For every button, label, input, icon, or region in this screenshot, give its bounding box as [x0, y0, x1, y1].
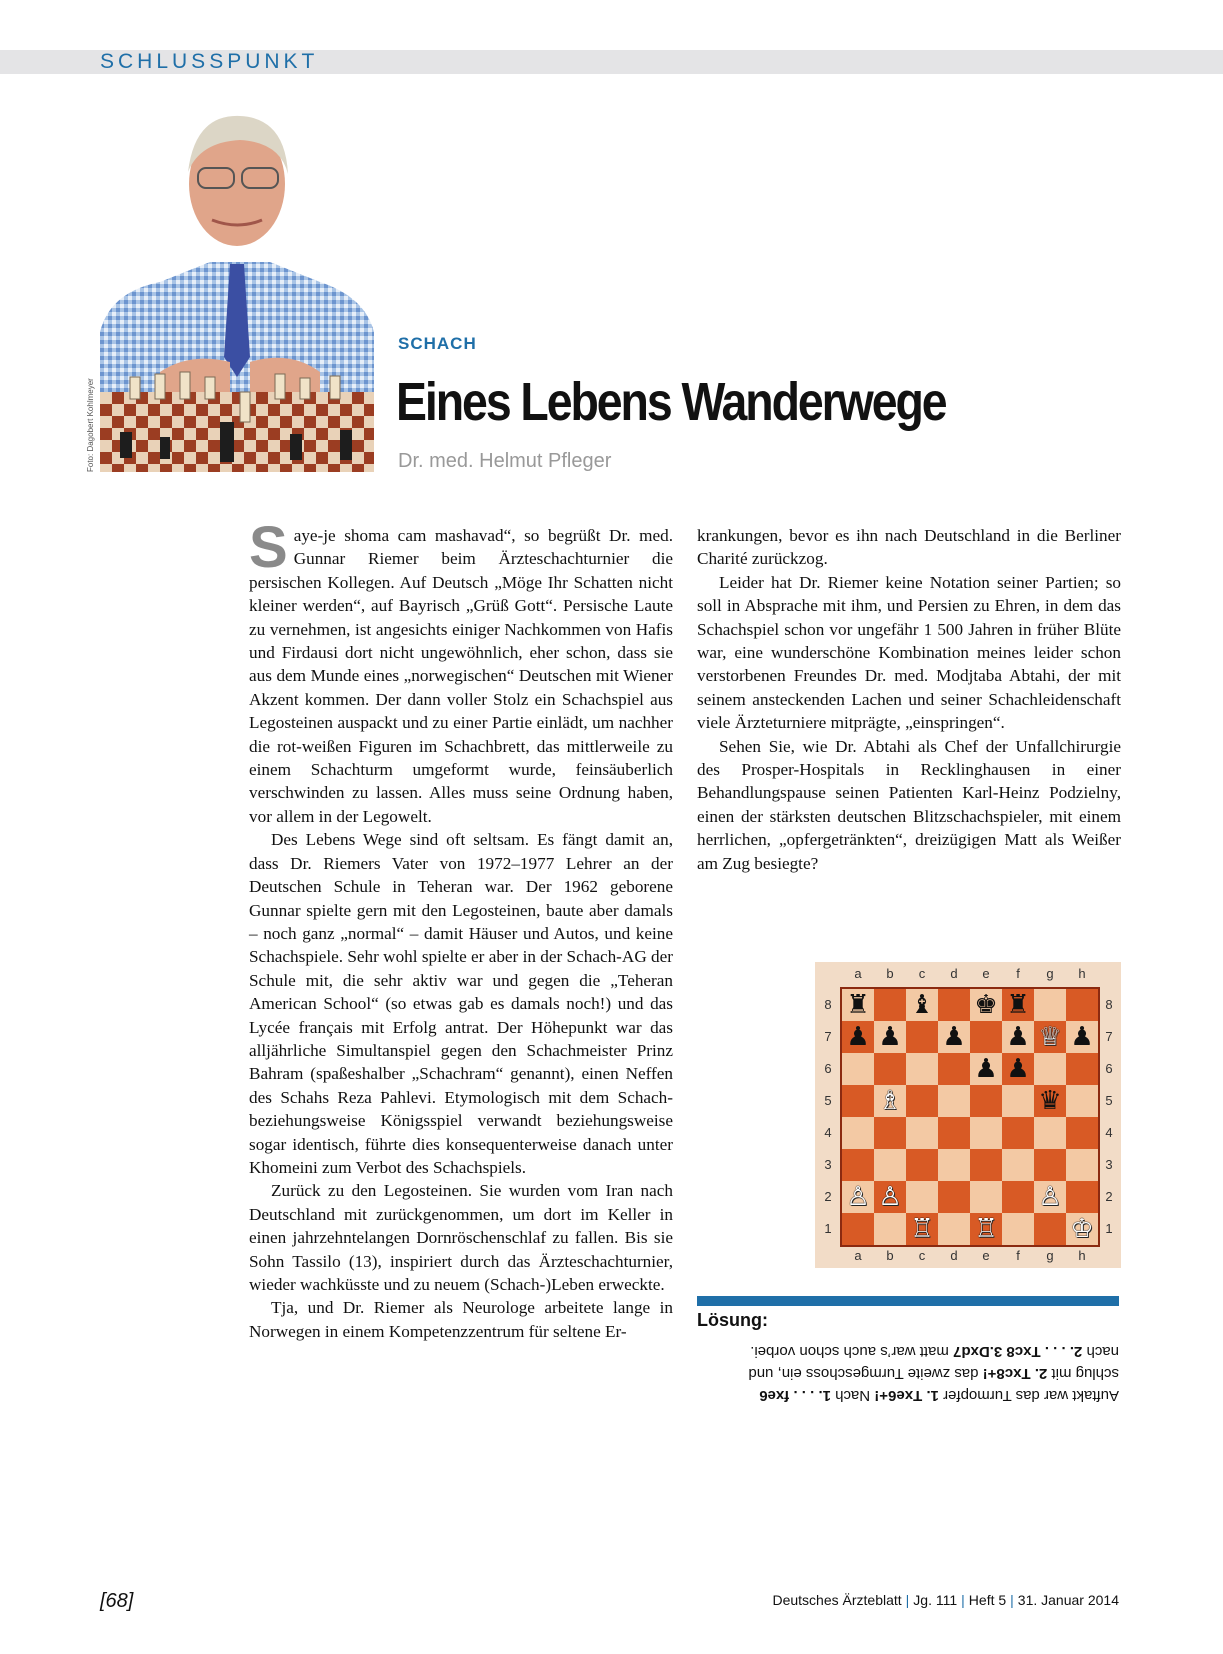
square-d2	[938, 1181, 970, 1213]
square-g2	[1034, 1181, 1066, 1213]
square-g4	[1034, 1117, 1066, 1149]
chessboard	[840, 987, 1100, 1247]
square-b2	[874, 1181, 906, 1213]
journal-name: Deutsches Ärzteblatt	[772, 1592, 902, 1608]
solution-title: Lösung:	[697, 1310, 768, 1330]
square-e2	[970, 1181, 1002, 1213]
square-a2	[842, 1181, 874, 1213]
solution-bar	[697, 1296, 1119, 1306]
paragraph: Des Lebens Wege sind oft seltsam. Es fängt damit an, dass Dr. Riemers Vater von 1972–1977 Lehrer an der Deutschen Schule in Teheran war. Der 1962 geborene Gunnar spielte gern mit den Legosteinen, baute aber damals – noch ganz „normal“ – damit Häuser und Autos, und keine Schachspiele. Sehr wohl spielte er aber in der Schach-AG der Schule mit, die sehr aktiv war und gegen die „Teheran American School“ (so etwas gab es damals noch!) und das Lycée français mit Erfolg antrat. Der Höhepunkt war das alljährliche Simultanspiel gegen den Schachmeister Prinz Bahram (spaßeshalber „Schachram“ genannt), einen Neffen des Schahs Reza Pahlevi. Etymologisch mit dem Schach- beziehungsweise Königsspiel verwandt beziehungsweise sogar identisch, führte dies konsequenterweise danach unter Khomeini zum Verbot des Schachspiels.	[249, 830, 673, 1177]
rank-label: 6	[1105, 1061, 1113, 1076]
square-h1	[1066, 1213, 1098, 1245]
file-label: f	[1016, 966, 1020, 981]
rank-label: 7	[824, 1029, 832, 1044]
square-g8	[1034, 989, 1066, 1021]
rank-label: 3	[1105, 1157, 1113, 1172]
author: Dr. med. Helmut Pfleger	[398, 450, 612, 472]
square-f6	[1002, 1053, 1034, 1085]
chess-piece: ♟	[1070, 1022, 1094, 1052]
square-c8	[906, 989, 938, 1021]
square-c4	[906, 1117, 938, 1149]
rank-label: 5	[824, 1093, 832, 1108]
square-a3	[842, 1149, 874, 1181]
square-c5	[906, 1085, 938, 1117]
square-a7	[842, 1021, 874, 1053]
rank-label: 1	[824, 1221, 832, 1236]
rank-label: 2	[824, 1189, 832, 1204]
square-a6	[842, 1053, 874, 1085]
article-column-1	[249, 515, 673, 1343]
square-b7	[874, 1021, 906, 1053]
square-h8	[1066, 989, 1098, 1021]
rank-label: 4	[1105, 1125, 1113, 1140]
article-column-2	[697, 524, 1121, 875]
square-f2	[1002, 1181, 1034, 1213]
paragraph	[249, 515, 673, 828]
file-label: c	[918, 966, 926, 981]
chess-piece: ♛	[1038, 1086, 1062, 1116]
solution-line: Auftakt war das Turmopfer 1. Txe6+! Nach 1. . . . fxe6	[759, 1387, 1119, 1404]
square-a8	[842, 989, 874, 1021]
file-label: h	[1078, 1248, 1086, 1263]
square-g3	[1034, 1149, 1066, 1181]
square-c2	[906, 1181, 938, 1213]
chess-piece: ♔	[1070, 1214, 1094, 1244]
square-b1	[874, 1213, 906, 1245]
paragraph: krankungen, bevor es ihn nach Deutschland in die Berliner Charité zurückzog.	[697, 526, 1121, 569]
rank-label: 4	[824, 1125, 832, 1140]
kicker: SCHACH	[398, 334, 477, 353]
paragraph: Zurück zu den Legosteinen. Sie wurden vom Iran nach Deutschland mit zurückgenommen, um dort im Keller in einen jahrzehntelangen Dornröschenschlaf zu fallen. Bis sie Sohn Tassilo (13), inspiriert durch das Ärzteschachturnier, wieder wachküsste und zu neuem (Schach-)Leben erweckte.	[249, 1181, 673, 1294]
chess-piece: ♙	[878, 1182, 902, 1212]
square-a5	[842, 1085, 874, 1117]
square-f3	[1002, 1149, 1034, 1181]
square-g7	[1034, 1021, 1066, 1053]
chess-piece: ♜	[846, 990, 870, 1020]
photo-credit: Foto: Dagobert Kohlmeyer	[86, 378, 95, 472]
square-d8	[938, 989, 970, 1021]
square-h7	[1066, 1021, 1098, 1053]
paragraph: Leider hat Dr. Riemer keine Notation seiner Partien; so soll in Absprache mit ihm, und Persien zu Ehren, in dem das Schachspiel schon vor ungefähr 1 500 Jahren in früher Blüte war, eine wunderschöne Kombination meines leider schon verstorbenen Freundes Dr. med. Modjtaba Abtahi, der mit seinem ansteckenden Lachen und seiner Schachleidenschaft viele Ärzteturniere mitprägte, „einspringen“.	[697, 572, 1121, 733]
file-label: e	[982, 1248, 990, 1263]
file-label: b	[886, 1248, 894, 1263]
rank-label: 3	[824, 1157, 832, 1172]
square-e7	[970, 1021, 1002, 1053]
chess-diagram	[815, 962, 1121, 1268]
square-f4	[1002, 1117, 1034, 1149]
square-e4	[970, 1117, 1002, 1149]
square-h6	[1066, 1053, 1098, 1085]
chess-piece: ♟	[942, 1022, 966, 1052]
file-label: g	[1046, 1248, 1054, 1263]
square-f8	[1002, 989, 1034, 1021]
square-g1	[1034, 1213, 1066, 1245]
chess-piece: ♟	[1006, 1022, 1030, 1052]
square-c1	[906, 1213, 938, 1245]
solution-line: schlug mit 2. Txc8+! das zweite Turmgeschoss ein, und	[748, 1365, 1119, 1382]
square-c3	[906, 1149, 938, 1181]
file-label: b	[886, 966, 894, 981]
chess-piece: ♙	[1038, 1182, 1062, 1212]
rank-label: 8	[1105, 997, 1113, 1012]
file-label: f	[1016, 1248, 1020, 1263]
chess-piece: ♟	[1006, 1054, 1030, 1084]
solution-line: nach 2. . . . Txc8 3.Dxd7 matt war’s auch schon vorbei.	[750, 1343, 1119, 1360]
chess-piece: ♚	[974, 990, 998, 1020]
square-f1	[1002, 1213, 1034, 1245]
square-e1	[970, 1213, 1002, 1245]
paragraph: Tja, und Dr. Riemer als Neurologe arbeitete lange in Norwegen in einem Kompetenzzentrum für seltene Er-	[249, 1298, 673, 1341]
chess-piece: ♝	[910, 990, 934, 1020]
author-photo	[100, 92, 374, 472]
file-label: a	[854, 966, 862, 981]
square-c7	[906, 1021, 938, 1053]
rank-label: 1	[1105, 1221, 1113, 1236]
rank-label: 5	[1105, 1093, 1113, 1108]
square-b6	[874, 1053, 906, 1085]
square-e8	[970, 989, 1002, 1021]
file-label: d	[950, 966, 958, 981]
chess-piece: ♟	[974, 1054, 998, 1084]
paragraph-text: aye-je shoma cam mashavad“, so begrüßt Dr. med. Gunnar Riemer beim Ärzteschachturnier die persischen Kollegen. Auf Deutsch „Möge Ihr Schatten nicht kleiner werden“, auf Bayrisch „Grüß Gott“. Persische Laute zu vernehmen, ist angesichts einiger Nachkommen von Hafis und Firdausi dort nicht ungewöhnlich, eher schon, dass sie aus dem Munde eines „norwegischen“ Deutschen mit Wiener Akzent kommen. Der dann voller Stolz ein Schachspiel aus Legosteinen auspackt und zu einer Partie einlädt, um nachher die rot-weißen Figuren im Schachbrett, das mittlerweile zu einem Schachturm umgeformt wurde, feinsäuberlich verschwinden zu lassen. Alles muss seine Ordnung haben, vor allem in der Legowelt.	[249, 526, 673, 826]
square-d3	[938, 1149, 970, 1181]
square-h4	[1066, 1117, 1098, 1149]
file-label: c	[918, 1248, 926, 1263]
square-h5	[1066, 1085, 1098, 1117]
square-g6	[1034, 1053, 1066, 1085]
solution-text-upside-down	[697, 1340, 1119, 1406]
section-label: SCHLUSSPUNKT	[100, 50, 319, 73]
chess-piece: ♖	[910, 1214, 934, 1244]
square-d7	[938, 1021, 970, 1053]
issue: Heft 5	[968, 1592, 1007, 1608]
date: 31. Januar 2014	[1017, 1592, 1119, 1608]
square-f7	[1002, 1021, 1034, 1053]
chess-piece: ♜	[1006, 990, 1030, 1020]
page-number: [68]	[100, 1590, 134, 1612]
square-d5	[938, 1085, 970, 1117]
square-b8	[874, 989, 906, 1021]
square-h3	[1066, 1149, 1098, 1181]
square-c6	[906, 1053, 938, 1085]
rank-label: 2	[1105, 1189, 1113, 1204]
square-b5	[874, 1085, 906, 1117]
chess-piece: ♟	[846, 1022, 870, 1052]
square-b4	[874, 1117, 906, 1149]
file-label: a	[854, 1248, 862, 1263]
square-e5	[970, 1085, 1002, 1117]
dropcap: S	[249, 515, 288, 580]
rank-label: 6	[824, 1061, 832, 1076]
chess-piece: ♖	[974, 1214, 998, 1244]
footer-citation: Deutsches Ärzteblatt | Jg. 111 | Heft 5 | 31. Januar 2014	[772, 1592, 1119, 1608]
chess-piece: ♙	[846, 1182, 870, 1212]
headline: Eines Lebens Wanderwege	[396, 372, 946, 432]
square-d1	[938, 1213, 970, 1245]
paragraph: Sehen Sie, wie Dr. Abtahi als Chef der Unfallchirurgie des Prosper-Hospitals in Recklinghausen in einer Behandlungspause seinen Patienten Karl-Heinz Podzielny, einen der stärksten deutschen Blitzschachspieler, mit einem herrlichen, „opfergetränkten“, dreizügigen Matt als Weißer am Zug besiegte?	[697, 736, 1121, 873]
square-d4	[938, 1117, 970, 1149]
square-f5	[1002, 1085, 1034, 1117]
square-e3	[970, 1149, 1002, 1181]
square-h2	[1066, 1181, 1098, 1213]
file-label: d	[950, 1248, 958, 1263]
chess-piece: ♟	[878, 1022, 902, 1052]
square-e6	[970, 1053, 1002, 1085]
file-label: g	[1046, 966, 1054, 981]
file-label: e	[982, 966, 990, 981]
square-a1	[842, 1213, 874, 1245]
square-g5	[1034, 1085, 1066, 1117]
square-a4	[842, 1117, 874, 1149]
rank-label: 8	[824, 997, 832, 1012]
chess-piece: ♗	[878, 1086, 902, 1116]
file-label: h	[1078, 966, 1086, 981]
chess-piece: ♕	[1038, 1022, 1062, 1052]
volume: Jg. 111	[913, 1592, 958, 1608]
rank-label: 7	[1105, 1029, 1113, 1044]
square-d6	[938, 1053, 970, 1085]
square-b3	[874, 1149, 906, 1181]
